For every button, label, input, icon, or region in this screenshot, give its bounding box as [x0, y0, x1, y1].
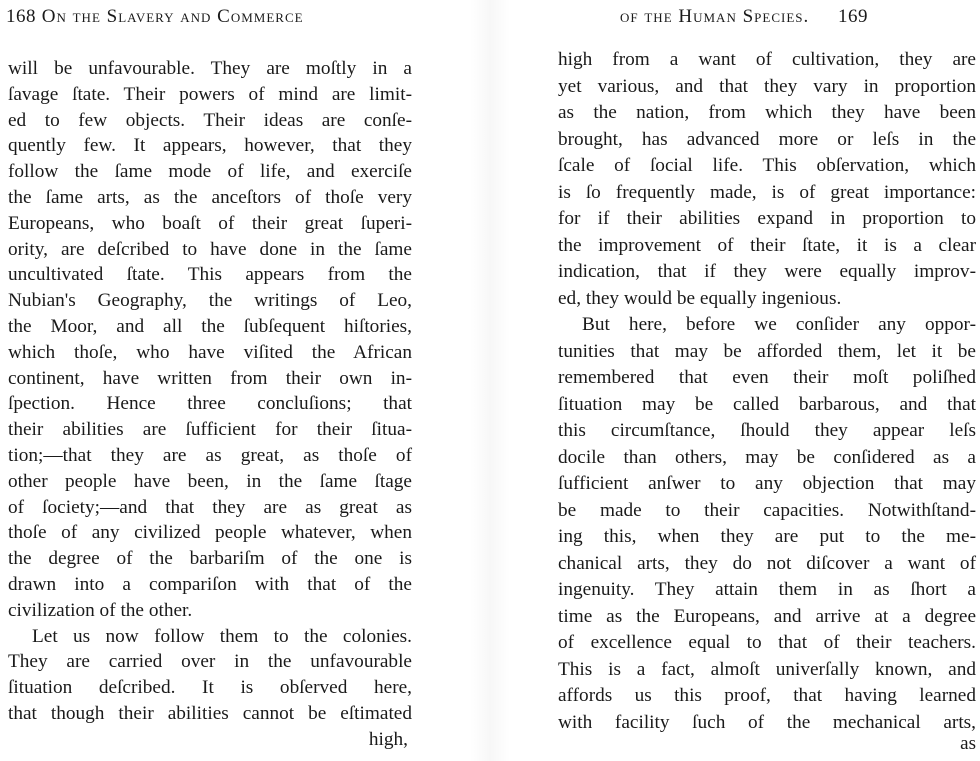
text-line: This is a fact, almoſt univerſally known, and [558, 658, 976, 680]
paragraph-start-line: Let us now follow them to the colonies. [32, 625, 412, 647]
text-line: ſituation deſcribed. It is obſerved here, [8, 677, 412, 699]
text-line: docile than others, may be conſidered as a [558, 446, 976, 468]
right-text-block [558, 47, 976, 736]
text-line: with facility ſuch of the mechanical arts, [558, 711, 976, 733]
left-running-head [6, 6, 304, 28]
text-line: this circumſtance, ſhould they appear leſs [558, 420, 976, 441]
text-line: continent, have written from their own in- [8, 367, 412, 389]
text-line: the ſame arts, as the anceſtors of thoſe very [8, 186, 412, 208]
text-line: will be unfavourable. They are moſtly in a [8, 58, 412, 79]
text-line: They are carried over in the unfavourable [8, 651, 412, 673]
text-line: which thoſe, who have viſited the African [8, 341, 412, 363]
text-line: uncultivated ſtate. This appears from the [8, 264, 412, 286]
text-line: ingenuity. They attain them in as ſhort a [558, 579, 976, 600]
right-running-title: of the Human Species. [620, 6, 810, 27]
text-line: Europeans, who boaſt of their great ſuperi- [8, 212, 412, 234]
right-catchword: as [960, 733, 976, 754]
text-line: the Moor, and all the ſubſequent hiſtories, [8, 315, 412, 337]
text-line: chanical arts, they do not diſcover a want of [558, 552, 976, 574]
text-line: high from a want of cultivation, they are [558, 49, 976, 70]
text-line: follow the ſame mode of life, and exerciſe [8, 161, 412, 183]
right-page [540, 0, 980, 761]
left-catchword: high, [368, 728, 408, 750]
text-line: tion;—that they are as great, as thoſe of [8, 444, 412, 466]
left-text-block [8, 56, 412, 753]
text-line: as the nation, from which they have been [558, 102, 976, 123]
text-line: Nubian's Geography, the writings of Leo, [8, 290, 412, 312]
text-line: ed to few objects. Their ideas are conſe- [8, 109, 412, 131]
text-line: ſufficient anſwer to any objection that may [558, 473, 976, 494]
text-line: drawn into a compariſon with that of the [8, 573, 412, 595]
text-line: ſpection. Hence three concluſions; that [8, 393, 412, 415]
text-line: yet various, and that they vary in proportion [558, 75, 976, 97]
right-running-head [620, 6, 868, 28]
text-line: ing this, when they are put to the me- [558, 526, 976, 547]
text-line: brought, has advanced more or leſs in the [558, 128, 976, 150]
text-line: of ſociety;—and that they are as great as [8, 496, 412, 518]
paragraph-start-line: But here, before we conſider any oppor- [582, 314, 976, 335]
text-line: ſcale of ſocial life. This obſervation, which [558, 155, 976, 176]
right-page-number: 169 [838, 6, 868, 27]
text-line: their abilities are ſufficient for their ſitua- [8, 419, 412, 441]
text-line: ſituation may be called barbarous, and that [558, 393, 976, 415]
text-line: the improvement of their ſtate, it is a clear [558, 234, 976, 256]
text-line: ſavage ſtate. Their powers of mind are limit- [8, 83, 412, 105]
text-line: tunities that may be afforded them, let it be [558, 340, 976, 362]
text-line: indication, that if they were equally improv- [558, 261, 976, 282]
text-line: other people have been, in the ſame ſtage [8, 470, 412, 492]
left-running-title: On the Slavery and Commerce [41, 6, 304, 27]
text-line: affords us this proof, that having learned [558, 685, 976, 706]
text-line: of excellence equal to that of their teachers. [558, 632, 976, 653]
text-line: the degree of the barbariſm of the one is [8, 548, 412, 570]
paragraph-end-line: civilization of the other. [8, 599, 193, 621]
text-line: that though their abilities cannot be eſtimated [8, 702, 412, 724]
left-page-number: 168 [6, 6, 36, 27]
text-line: remembered that even their moſt poliſhed [558, 367, 976, 388]
text-line: time as the Europeans, and arrive at a degree [558, 605, 976, 627]
text-line: quently few. It appears, however, that they [8, 135, 412, 157]
left-page [0, 0, 440, 761]
text-line: is ſo frequently made, is of great importance: [558, 181, 976, 203]
text-line: for if their abilities expand in proportion to [558, 208, 976, 229]
text-line: thoſe of any civilized people whatever, when [8, 522, 412, 544]
text-line: ority, are deſcribed to have done in the ſame [8, 238, 412, 260]
book-gutter [470, 0, 510, 761]
text-line: be made to their capacities. Notwithſtand- [558, 499, 976, 521]
paragraph-end-line: ed, they would be equally ingenious. [558, 287, 842, 309]
